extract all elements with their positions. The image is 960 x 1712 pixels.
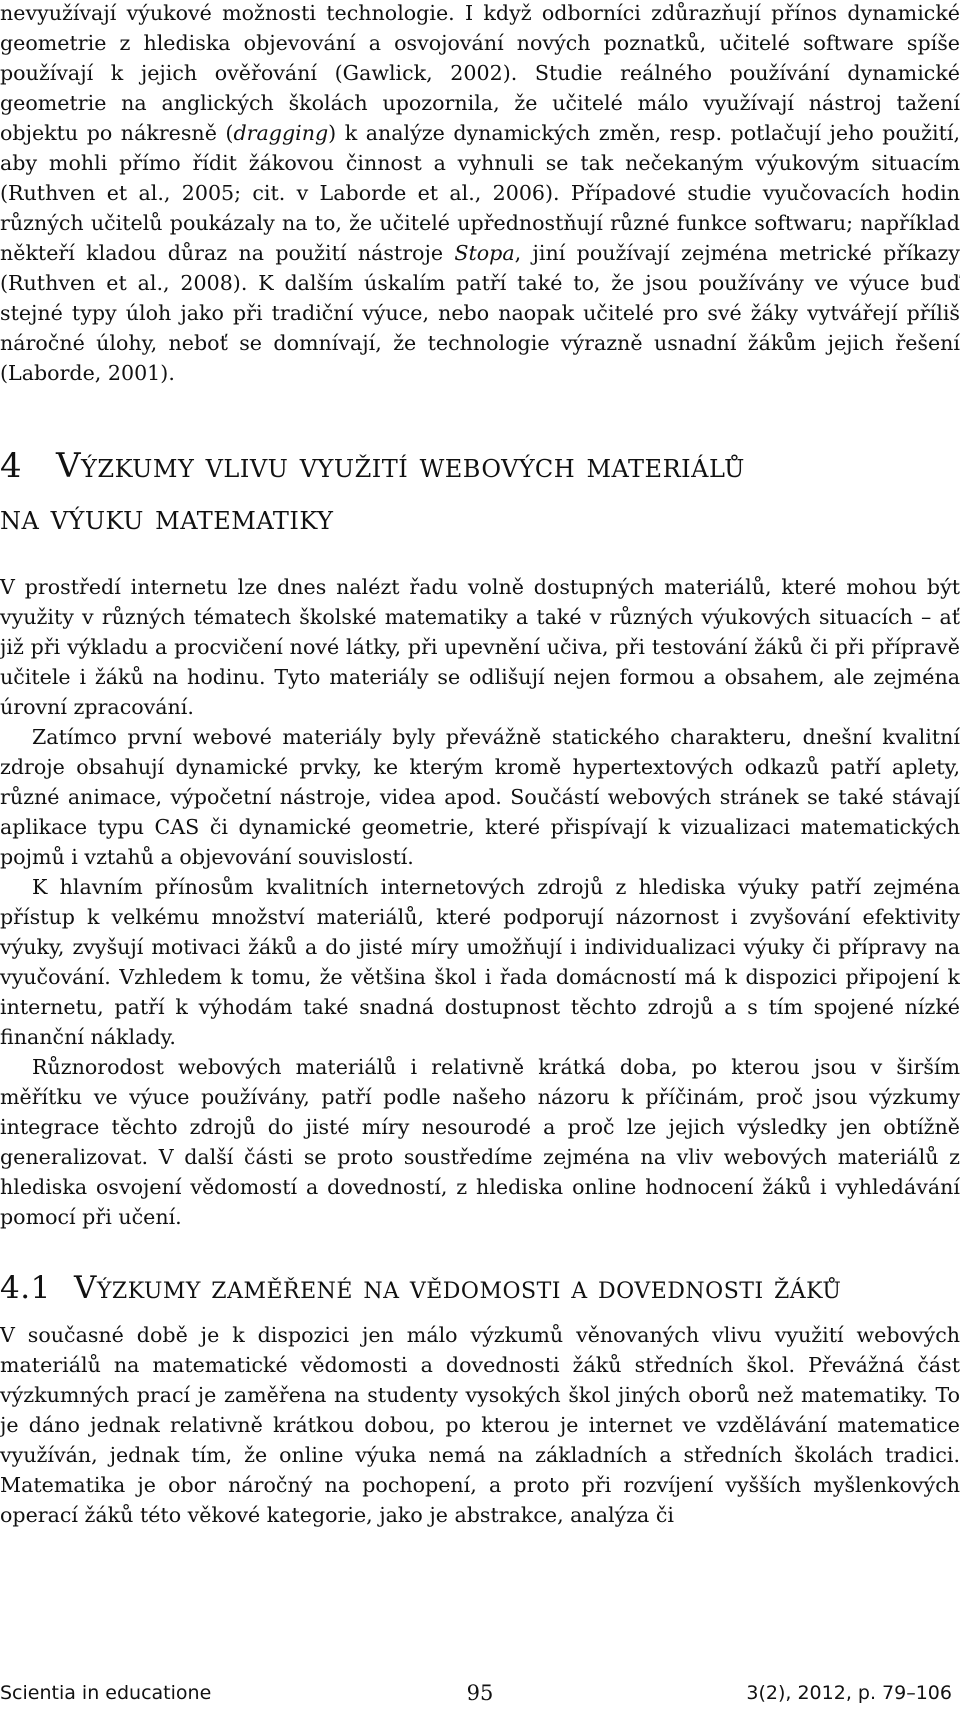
page-number: 95: [466, 1681, 494, 1705]
paragraph: Zatímco první webové materiály byly převážně statického charakteru, dnešní kvalitní zdroje obsahují dynamické prvky, ke kterým kromě hypertextových odkazů patří aplety, různé animace, výpočetní nástroje, videa apod. Součástí webových stránek se také stávají aplikace typu CAS či dynamické geometrie, které přispívají k vizualizaci matematických pojmů i vztahů a objevování souvislostí.: [0, 725, 960, 869]
section-title-line1: Výzkumy vlivu využití webových materiálů: [56, 446, 745, 486]
term-dragging: dragging: [233, 121, 329, 145]
paragraph: Různorodost webových materiálů i relativně krátká doba, po kterou jsou v širším měřítku ve výuce používány, patří podle našeho názoru k příčinám, proč jsou výzkumy integrace těchto zdrojů do jisté míry nesourodé a proč lze jejich výsledky jen obtížně generalizovat. V další části se proto soustředíme zejména na vliv webových materiálů z hlediska osvojení vědomostí a dovedností, z hlediska online hodnocení žáků i vyhledávání pomocí při učení.: [0, 1055, 960, 1229]
section-number: 4.1: [0, 1270, 51, 1306]
page-footer: [0, 1678, 960, 1708]
section-heading-4-1: [0, 1268, 960, 1308]
paragraph: V současné době je k dispozici jen málo výzkumů věnovaných vlivu využití webových materiálů na matematické vědomosti a dovednosti žáků středních škol. Převážná část výzkumných prací je zaměřena na studenty vysokých škol jiných oborů než matematiky. To je dáno jednak relativně krátkou dobou, po kterou je internet ve vzdělávání matematice využíván, jednak tím, že online výuka nemá na základních a středních školách tradici. Matematika je obor náročný na pochopení, a proto při rozvíjení vyšších myšlenkových operací žáků této věkové kategorie, jako je abstrakce, analýza či: [0, 1323, 960, 1527]
section-number: 4: [0, 446, 23, 486]
term-stopa: Stopa: [454, 241, 515, 265]
section-heading-4: [0, 440, 960, 544]
issue-info: 3(2), 2012, p. 79–106: [746, 1682, 952, 1704]
section-title-line2: na výuku matematiky: [0, 498, 334, 538]
paragraph: V prostředí internetu lze dnes nalézt řadu volně dostupných materiálů, které mohou být využity v různých tématech školské matematiky a také v různých výukových situacích – ať již při výkladu a procvičení nové látky, při upevnění učiva, při testování žáků či při přípravě učitele i žáků na hodinu. Tyto materiály se odlišují nejen formou a obsahem, ale zejména úrovní zpracování.: [0, 575, 960, 719]
paragraph-intro: nevyužívají výukové možnosti technologie. I když odborníci zdůrazňují přínos dynamické geometrie z hlediska objevování a osvojování nových poznatků, učitelé software spíše používají k jejich ověřování (Gawlick, 2002). Studie reálného používání dynamické geometrie na anglických školách upozornila, že učitelé málo využívají nástroj tažení objektu po nákresně (dragging) k analýze dynamických změn, resp. potlačují jeho použití, aby mohli přímo řídit žákovou činnost a vyhnuli se tak nečekaným výukovým situacím (Ruthven et al., 2005; cit. v Laborde et al., 2006). Případové studie vyučovacích hodin různých učitelů poukázaly na to, že učitelé upřednostňují různé funkce softwaru; například někteří kladou důraz na použití nástroje Stopa, jiní používají zejména metrické příkazy (Ruthven et al., 2008). K dalším úskalím patří také to, že jsou používány ve výuce buď stejné typy úloh jako při tradiční výuce, nebo naopak učitelé pro své žáky vytvářejí příliš náročné úlohy, neboť se domnívají, že technologie výrazně usnadní žákům jejich řešení (Laborde, 2001).: [0, 1, 960, 385]
section-title: Výzkumy zaměřené na vědomosti a dovednosti žáků: [74, 1270, 842, 1306]
paragraph: K hlavním přínosům kvalitních internetových zdrojů z hlediska výuky patří zejména přístup k velkému množství materiálů, které podporují názornost i zvyšování efektivity výuky, zvyšují motivaci žáků a do jisté míry umožňují i individualizaci výuky či přípravy na vyučování. Vzhledem k tomu, že většina škol i řada domácností má k dispozici připojení k internetu, patří k výhodám také snadná dostupnost těchto zdrojů a s tím spojené nízké finanční náklady.: [0, 875, 960, 1049]
journal-name: Scientia in educatione: [0, 1682, 212, 1704]
